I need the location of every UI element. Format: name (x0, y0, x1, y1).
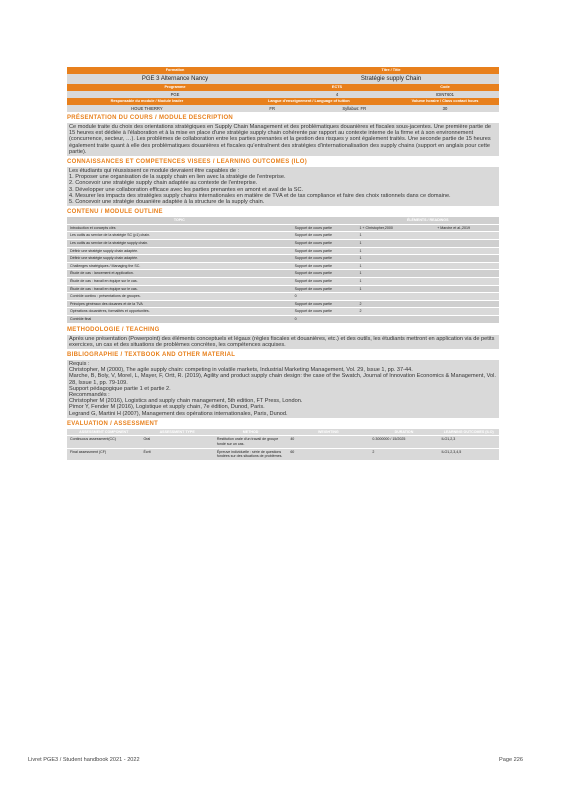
outline-cell: 1 (356, 232, 434, 240)
responsable-value: HOUE THIERRY (67, 105, 227, 112)
outline-cell (434, 285, 499, 293)
biblio-line: Pimor Y, Fender M (2016), Logistique et supply chain, 7e édition, Dunod, Paris. (69, 404, 265, 411)
formation-label: Formation (67, 67, 283, 74)
outline-cell: 1 (356, 262, 434, 270)
biblio-line: Support pédagogique partie 1 et partie 2. (69, 385, 171, 392)
outline-cell (434, 255, 499, 263)
outline-cell: Support de cours partie (292, 240, 357, 248)
outline-cell (434, 308, 499, 316)
outline-cell: Contrôle final (67, 315, 292, 323)
outline-cell: 2 (356, 308, 434, 316)
outline-cell (356, 293, 434, 301)
title-label: Titre / Title (283, 67, 499, 74)
eval-cell: ILO1,2,3 (439, 436, 500, 448)
programme-value: PGE (67, 91, 283, 98)
eval-row (67, 436, 499, 448)
outline-row (67, 308, 499, 316)
objective-item: 2. Concevoir une stratégie supply chain adaptée au contexte de l'entreprise. (69, 180, 258, 187)
ects-label: ECTS (283, 84, 391, 91)
objective-item: 4. Mesurer les impacts des stratégies supply chains internationales en matière de TVA et de tax compliance et faire des choix rationnels dans ce domaine. (69, 192, 451, 199)
outline-cell: 2 (356, 300, 434, 308)
outline-cell (434, 277, 499, 285)
outline-cell: Contrôle continu : présentations de groupes. (67, 293, 292, 301)
outline-cell: Support de cours partie (292, 232, 357, 240)
outline-row (67, 270, 499, 278)
eval-cell: Final assessment (CF) (67, 448, 140, 460)
outline-cell: Étude de cas : travail en équipe sur le cas. (67, 285, 292, 293)
eval-heading: EVALUATION / ASSESSMENT (67, 420, 159, 427)
outline-cell: Support de cours partie (292, 277, 357, 285)
page-footer (28, 757, 523, 763)
programme-label: Programme (67, 84, 283, 91)
outline-cell: 1 (356, 277, 434, 285)
eval-header-component: ASSESSMENT COMPONENT (67, 429, 140, 436)
footer-left: Livret PGE3 / Student handbook 2021 - 2022 (28, 757, 140, 763)
objectives-intro: Les étudiants qui réussissent ce module devraient être capables de : (69, 168, 240, 175)
biblio-line: Christopher M (2016), Logistics and supply chain management, 5th edition, FT Press, London. (69, 398, 303, 405)
outline-cell: 0 (292, 293, 357, 301)
eval-cell: Épreuve individuelle : série de questions fondées sur des situations de problèmes. (214, 448, 287, 460)
biblio-line: Recommandés : (69, 391, 110, 398)
outline-row (67, 224, 499, 232)
outline-cell: Support de cours partie (292, 308, 357, 316)
outline-cell (356, 315, 434, 323)
objective-item: 1. Proposer une organisation de la supply chain en lien avec la stratégie de l'entreprise. (69, 174, 286, 181)
outline-row (67, 240, 499, 248)
volume-value: 30 (391, 105, 499, 112)
biblio-line: Requis : (69, 360, 90, 367)
outline-cell: Support de cours partie (292, 270, 357, 278)
eval-cell: Restitution orale d'un travail de groupe fondé sur un cas. (214, 436, 287, 448)
outline-cell: Introduction et concepts clés (67, 224, 292, 232)
eval-cell: 2 (369, 448, 438, 460)
syllabus-language: Syllabus: FR (318, 105, 391, 112)
outline-cell (434, 270, 499, 278)
method-text: Après une présentation (Powerpoint) des éléments conceptuels et légaux (règles fiscales et douanières, etc.) et des outils, les étudiants mettront en application via de petits exercices, un cas et des situations de problèmes concrètes, les compétences acquises. (67, 335, 499, 349)
outline-cell: 1 (356, 270, 434, 278)
outline-cell (434, 240, 499, 248)
outline-cell: Définir une stratégie supply chain adaptée. (67, 255, 292, 263)
outline-header-blank (292, 217, 357, 224)
outline-table (67, 217, 499, 323)
eval-header-method: METHOD (214, 429, 287, 436)
responsable-label: Responsable du module / Module leader (67, 98, 227, 105)
outline-cell: Étude de cas : lancement et application. (67, 270, 292, 278)
outline-row (67, 277, 499, 285)
eval-header-type: ASSESSMENT TYPE (140, 429, 213, 436)
biblio-heading: BIBLIOGRAPHIE / TEXTBOOK AND OTHER MATERIAL (67, 351, 236, 358)
eval-cell: 0.3000000 / 15/2025 (369, 436, 438, 448)
outline-cell: Support de cours partie (292, 300, 357, 308)
outline-cell (434, 262, 499, 270)
outline-cell (434, 315, 499, 323)
outline-cell (434, 247, 499, 255)
outline-row (67, 285, 499, 293)
biblio-box (67, 360, 499, 418)
outline-cell: Support de cours partie (292, 247, 357, 255)
outline-row (67, 247, 499, 255)
outline-row (67, 300, 499, 308)
objectives-heading: CONNAISSANCES ET COMPETENCES VISEES / LEARNING OUTCOMES (ILO) (67, 159, 307, 166)
outline-row (67, 255, 499, 263)
outline-heading: CONTENU / MODULE OUTLINE (67, 209, 163, 216)
course-header-table-2 (67, 98, 499, 112)
eval-table (67, 429, 499, 461)
syllabus-page (67, 67, 499, 461)
page-number: Page 226 (499, 757, 523, 763)
outline-cell: Étude de cas : travail en équipe sur le cas. (67, 277, 292, 285)
course-header-table (67, 67, 499, 98)
outline-cell (434, 300, 499, 308)
outline-cell: Opérations douanières, formalités et opportunités. (67, 308, 292, 316)
eval-cell: Écrit (140, 448, 213, 460)
ects-value: 4 (283, 91, 391, 98)
eval-cell: 40 (287, 436, 369, 448)
volume-label: Volume horaire / Class contact hours (391, 98, 499, 105)
biblio-line: Christopher, M (2000), The agile supply chain: competing in volatile markets, Industrial Marketing Management, Vol. 29, Issue 1, pp. 37-44. (69, 367, 413, 374)
outline-cell: Support de cours partie (292, 285, 357, 293)
outline-cell (434, 232, 499, 240)
outline-cell: Principes généraux des douanes et de la TVA (67, 300, 292, 308)
outline-cell (434, 293, 499, 301)
eval-header-ilo: LEARNING OUTCOMES (ILO) (439, 429, 500, 436)
biblio-line: Legrand G, Martini H (2007), Management des opérations internationales, Paris, Dunod. (69, 410, 288, 417)
outline-cell: 0 (292, 315, 357, 323)
eval-row (67, 448, 499, 460)
outline-cell: Challenges stratégiques / Managing the SC. (67, 262, 292, 270)
outline-cell: Support de cours partie (292, 255, 357, 263)
title-value: Stratégie supply Chain (283, 74, 499, 84)
code-value: IDINT601 (391, 91, 499, 98)
outline-cell: + Marche et al.,2019 (434, 224, 499, 232)
formation-value: PGE 3 Alternance Nancy (67, 74, 283, 84)
presentation-text: Ce module traite du choix des orientations stratégiques en Supply Chain Management et des problématiques douanières et fiscales sous-jacentes. Une première partie de 15 heures est dédiée à l'élaboration et à la mise en place d'une stratégie supply chain cohérente par rapport au contexte interne de la firme et à son environnement (concurrence, secteur, …). Les problèmes de collaboration entre les parties prenantes et la gestion des risques y sont également traités. Une seconde partie de 15 heures également traite quant à elle des problématiques douanières et fiscales qu'entraînent des stratégies d'internationalisation des supply chains (support en anglais pour cette partie). (67, 123, 499, 156)
objectives-box (67, 167, 499, 206)
outline-cell: 1 (356, 255, 434, 263)
eval-cell: ILO1,2,3,4,5 (439, 448, 500, 460)
outline-cell: Les outils au service de la stratégie SC (p1) chain. (67, 232, 292, 240)
outline-cell: Support de cours partie (292, 224, 357, 232)
outline-row (67, 262, 499, 270)
eval-cell: Oral (140, 436, 213, 448)
code-label: Code (391, 84, 499, 91)
eval-cell: 60 (287, 448, 369, 460)
langue-label: Langue d'enseignement / Language of tuition (227, 98, 391, 105)
method-heading: METHODOLOGIE / TEACHING (67, 326, 160, 333)
outline-cell: Les outils au service de la stratégie supply chain. (67, 240, 292, 248)
objective-item: 3. Développer une collaboration efficace avec les parties prenantes en amont et aval de la SC. (69, 186, 304, 193)
eval-header-weighting: WEIGHTING (287, 429, 369, 436)
outline-cell: 1 (356, 240, 434, 248)
biblio-line: Marche, B, Boly, V, Morel, L, Mayer, F, Ortt, R. (2019), Agility and product supply chain design: the case of the Swatch, Journal of Innovation Economics & Management, Vol. 28, Issue 1, pp. 79-109. (69, 373, 496, 386)
outline-cell: 1 + Christopher,2000 (356, 224, 434, 232)
langue-value: FR (227, 105, 318, 112)
outline-cell: 1 (356, 285, 434, 293)
outline-row (67, 315, 499, 323)
outline-header-topic: TOPIC (67, 217, 292, 224)
presentation-heading: PRÉSENTATION DU COURS / MODULE DESCRIPTION (67, 115, 234, 121)
outline-cell: Définir une stratégie supply chain adaptée. (67, 247, 292, 255)
outline-row (67, 293, 499, 301)
outline-cell: Support de cours partie (292, 262, 357, 270)
objective-item: 5. Concevoir une stratégie douanière adaptée à la structure de la supply chain. (69, 199, 265, 206)
eval-header-duration: DURATION (369, 429, 438, 436)
outline-cell: 1 (356, 247, 434, 255)
outline-header-readings: ÉLÉMENTS / READINGS (356, 217, 499, 224)
eval-cell: Continuous assessment(CC) (67, 436, 140, 448)
outline-row (67, 232, 499, 240)
